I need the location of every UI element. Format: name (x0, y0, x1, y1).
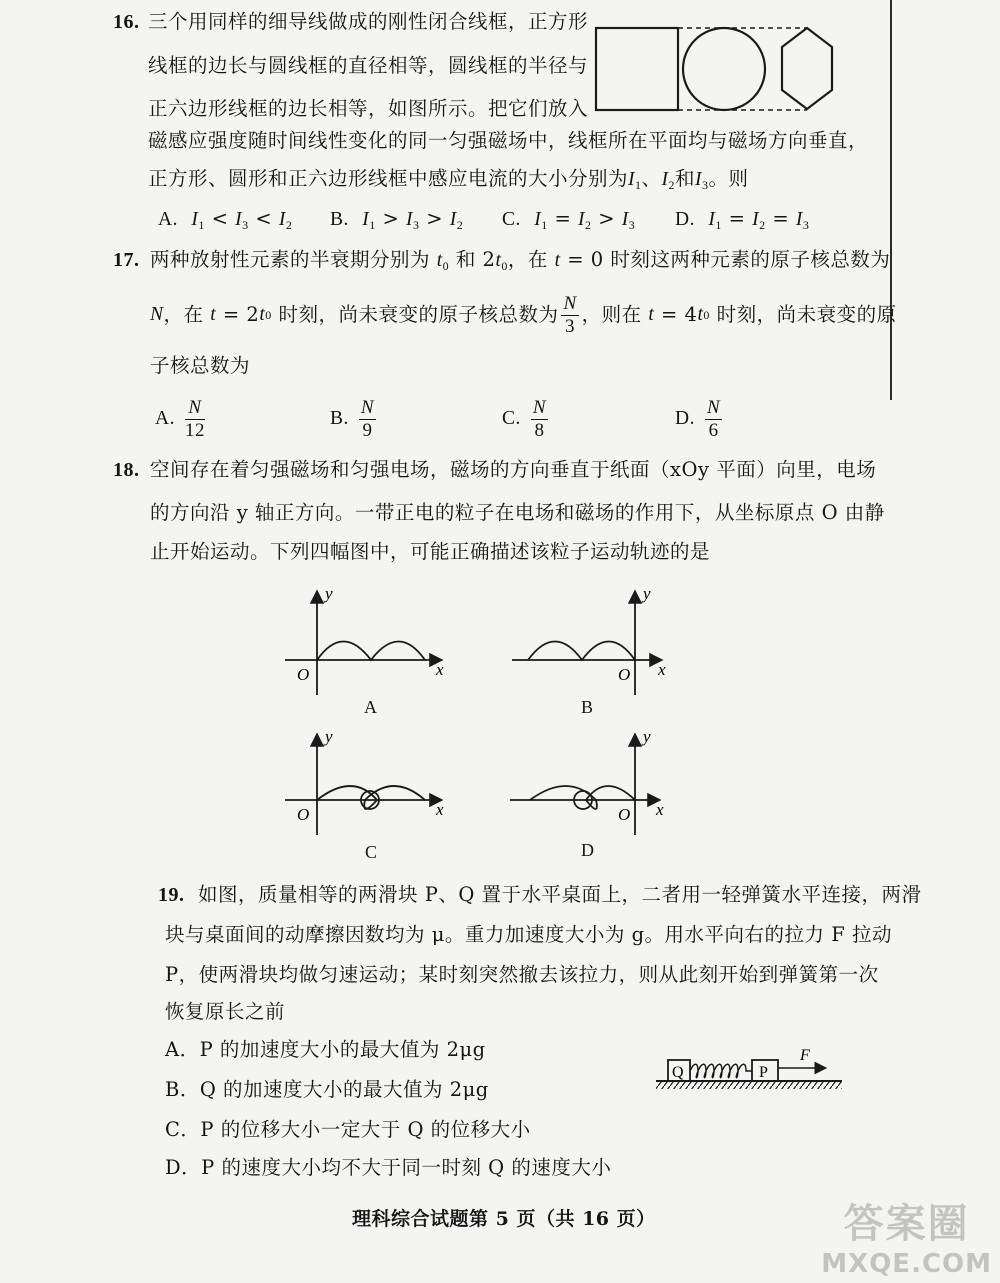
option-c (502, 392, 551, 446)
trajectory-curve (317, 642, 425, 661)
option-label: C. (502, 209, 521, 230)
question-text-line: 两种放射性元素的半衰期分别为 $t_0$ 和 $2t_0$，在 t = 0 时刻这两种元素的原子核总数为 (150, 248, 891, 273)
option-fraction: $\frac{N}{8}$ (532, 396, 547, 441)
origin-label: O (297, 665, 310, 684)
origin-label: O (618, 805, 631, 824)
question-text-line: P，使两滑块均做匀速运动；某时刻突然撤去该拉力，则从此刻开始到弹簧第一次 (165, 963, 879, 986)
fraction-denominator: 8 (534, 419, 545, 441)
graph-label-a: A (364, 697, 377, 717)
axis-label-x: x (436, 660, 444, 679)
question-text-line: N ，在 t = 2 t 0 时刻，尚未衰变的原子核总数为 $\frac{N}{3}$ ，则在 t = 4 t 0 时刻，尚未衰变的原 (150, 292, 897, 337)
text-fragment: ，在 (163, 303, 204, 327)
question-text-line: 磁感应强度随时间线性变化的同一匀强磁场中，线框所在平面均与磁场方向垂直， (148, 129, 869, 152)
square-frame (596, 28, 678, 110)
wire-frames-figure (590, 14, 850, 114)
fraction-denominator: 9 (362, 419, 373, 441)
axis-label-x: x (658, 660, 666, 679)
block-q-label: Q (672, 1064, 684, 1081)
question-number: 17. (113, 249, 140, 271)
option-b: B. $I_1 > I_3 > I_2$ (330, 207, 464, 232)
question-text-line: 止开始运动。下列四幅图中，可能正确描述该粒子运动轨迹的是 (150, 540, 711, 563)
trajectory-graph-b (510, 585, 680, 700)
spring (690, 1064, 752, 1078)
option-a (155, 392, 208, 446)
option-b (330, 392, 379, 446)
page-footer: 理科综合试题第 5 页（共 16 页） (352, 1208, 656, 1230)
trajectory-curve (317, 786, 425, 809)
question-text-line: 子核总数为 (150, 354, 251, 377)
fraction-denominator: 6 (708, 419, 719, 441)
question-text-line: 的方向沿 y 轴正方向。一带正电的粒子在电场和磁场的作用下，从坐标原点 O 由静 (150, 501, 885, 524)
question-text-line: 恢复原长之前 (165, 1000, 286, 1023)
force-label: F (800, 1047, 810, 1064)
option-b: B．Q 的加速度大小的最大值为 2μg (165, 1078, 489, 1101)
question-text-line: 如图，质量相等的两滑块 P、Q 置于水平桌面上，二者用一轻弹簧水平连接，两滑 (198, 883, 922, 906)
watermark-text: 答案圈 (843, 1201, 970, 1247)
fraction-denominator: 12 (184, 419, 205, 441)
question-number: 16. (113, 11, 140, 33)
text-fragment: 。则 (708, 167, 749, 190)
question-number: 19. (158, 884, 185, 906)
table-hatching (656, 1082, 842, 1089)
option-a: A．P 的加速度大小的最大值为 2μg (165, 1038, 486, 1061)
question-text-line: 三个用同样的细导线做成的刚性闭合线框，正方形 (148, 10, 589, 33)
option-fraction: $\frac{N}{9}$ (360, 396, 375, 441)
text-fragment: 两种放射性元素的半衰期分别为 (150, 248, 431, 271)
option-label: D. (675, 209, 695, 230)
question-text-line: 正六边形线框的边长相等，如图所示。把它们放入 (148, 97, 589, 120)
option-label: D. (675, 408, 695, 430)
option-label: A. (158, 209, 178, 230)
trajectory-graph-c (285, 730, 455, 840)
watermark-logo (821, 1192, 992, 1279)
circle-frame (683, 28, 765, 110)
option-label: A. (155, 408, 175, 430)
graph-label-d: D (581, 840, 594, 860)
question-text-line: 线框的边长与圆线框的直径相等，圆线框的半径与 (148, 54, 589, 77)
option-fraction: $\frac{N}{12}$ (184, 396, 205, 441)
text-fragment: 时刻这两种元素的原子核总数为 (610, 248, 891, 271)
text-fragment: 和 (455, 248, 476, 271)
watermark-domain: MXQE.COM (821, 1249, 992, 1279)
trajectory-graph-a (285, 585, 455, 700)
option-c: C. $I_1 = I_2 > I_3$ (502, 207, 636, 232)
option-c: C．P 的位移大小一定大于 Q 的位移大小 (165, 1118, 531, 1141)
text-fragment: 正方形、圆形和正六边形线框中感应电流的大小分别为 (148, 167, 629, 190)
text-fragment: 时刻，尚未衰变的原子核总数为 (278, 303, 559, 327)
question-text-line: 空间存在着匀强磁场和匀强电场，磁场的方向垂直于纸面（xOy 平面）向里，电场 (150, 458, 877, 481)
margin-rule (890, 0, 892, 400)
text-fragment: ，在 (507, 248, 548, 271)
origin-label: O (297, 805, 310, 824)
option-label: C. (502, 408, 521, 430)
option-d (675, 392, 725, 446)
fraction-N-over-3: $\frac{N}{3}$ (563, 292, 577, 337)
option-d: D．P 的速度大小均不大于同一时刻 Q 的速度大小 (165, 1156, 612, 1179)
graph-label-c: C (365, 842, 378, 862)
option-fraction: $\frac{N}{6}$ (706, 396, 721, 441)
axis-label-x: x (656, 800, 664, 819)
option-a: A. $I_1 < I_3 < I_2$ (158, 207, 293, 232)
option-label: B. (330, 408, 349, 430)
axis-label-y: y (643, 585, 651, 603)
graph-label-b: B (581, 697, 594, 717)
axis-label-y: y (325, 585, 333, 603)
question-number: 18. (113, 459, 140, 481)
trajectory-curve (528, 642, 635, 661)
option-label: B. (330, 209, 349, 230)
spring-blocks-figure (652, 1038, 847, 1098)
axis-label-x: x (436, 800, 444, 819)
text-fragment: 时刻，尚未衰变的原 (716, 303, 897, 327)
text-fragment: ，则在 (581, 303, 642, 327)
origin-label: O (618, 665, 631, 684)
text-fragment: 和 (675, 167, 696, 190)
block-p-label: P (759, 1064, 768, 1081)
question-text-line: 正方形、圆形和正六边形线框中感应电流的大小分别为$I_1$、$I_2$和$I_3$。则 (148, 167, 749, 192)
hexagon-frame (782, 28, 832, 109)
question-text-line: 块与桌面间的动摩擦因数均为 μ。重力加速度大小为 g。用水平向右的拉力 F 拉动 (165, 923, 892, 946)
axis-label-y: y (325, 730, 333, 746)
option-d: D. $I_1 = I_2 = I_3$ (675, 207, 810, 232)
axis-label-y: y (643, 730, 651, 746)
trajectory-graph-d (508, 730, 678, 840)
